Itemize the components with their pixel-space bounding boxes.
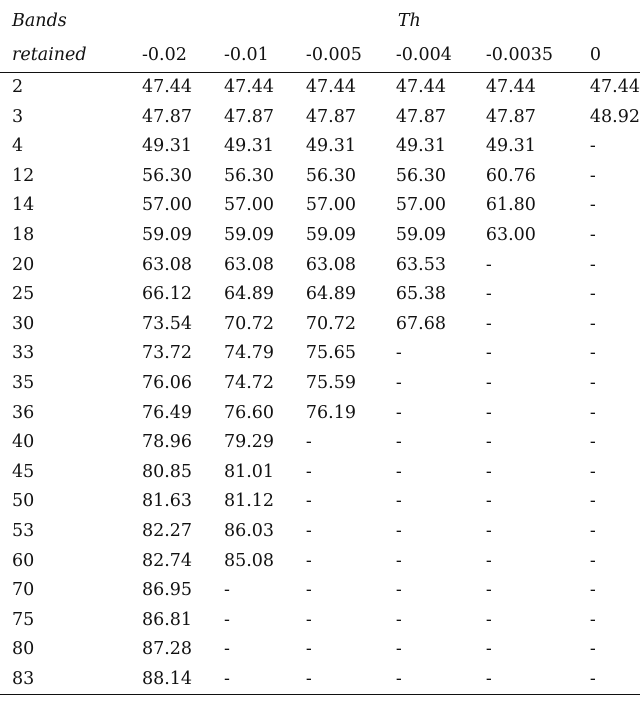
value-cell: - [305, 520, 312, 541]
band-count-cell: 18 [12, 224, 35, 245]
table-body [0, 73, 640, 695]
value-cell: 56.30 [223, 165, 275, 186]
column-header: -0.0035 [486, 38, 588, 73]
value-cell: 49.31 [485, 136, 536, 157]
value-cell: - [485, 432, 492, 453]
value-cell: 47.44 [395, 77, 446, 97]
value-cell: - [589, 520, 596, 541]
band-count-cell: 14 [12, 195, 35, 216]
value-cell: - [589, 639, 596, 660]
value-cell: 59.09 [141, 224, 193, 245]
value-cell: 47.87 [395, 106, 446, 127]
table-row [0, 251, 640, 281]
table-row [0, 369, 640, 399]
value-cell: - [223, 580, 230, 601]
value-cell: - [305, 639, 312, 660]
band-count-cell: 3 [12, 106, 24, 127]
value-cell: - [485, 284, 492, 305]
value-cell: 75.59 [305, 372, 357, 393]
value-cell: - [589, 580, 596, 601]
value-cell: - [395, 580, 402, 601]
value-cell: - [589, 461, 596, 482]
table-header-row-1 [0, 4, 640, 38]
value-cell: 65.38 [395, 284, 446, 305]
value-cell: 74.72 [223, 372, 275, 393]
value-cell: 47.44 [141, 77, 193, 97]
value-cell: - [395, 609, 402, 630]
value-cell: - [305, 580, 312, 601]
band-count-cell: 25 [12, 284, 35, 305]
value-cell: 63.08 [305, 254, 357, 275]
value-cell: 86.95 [141, 580, 193, 601]
value-cell: - [589, 432, 596, 453]
value-cell: - [395, 520, 402, 541]
value-cell: 47.44 [485, 77, 536, 97]
value-cell: 87.28 [141, 639, 193, 660]
band-count-cell: 33 [12, 343, 35, 364]
value-cell: - [395, 550, 402, 571]
value-cell: - [589, 550, 596, 571]
band-count-cell: 60 [12, 550, 35, 571]
value-cell: 63.08 [223, 254, 275, 275]
column-header: -0.01 [224, 38, 306, 73]
value-cell: - [589, 491, 596, 512]
value-cell: 73.54 [141, 313, 193, 334]
value-cell: - [395, 343, 402, 364]
value-cell: 47.87 [141, 106, 193, 127]
value-cell: - [485, 580, 492, 601]
value-cell: - [306, 665, 396, 695]
value-cell: 60.76 [485, 165, 536, 186]
value-cell: 74.79 [223, 343, 275, 364]
table-row [0, 339, 640, 369]
value-cell: - [395, 461, 402, 482]
value-cell: - [223, 639, 230, 660]
value-cell: - [305, 609, 312, 630]
value-cell: 76.49 [141, 402, 193, 423]
value-cell: - [395, 432, 402, 453]
value-cell: - [589, 195, 596, 216]
value-cell: 48.92 [589, 106, 640, 127]
value-cell: 76.06 [141, 372, 193, 393]
value-cell: 73.72 [141, 343, 193, 364]
table-row [0, 280, 640, 310]
band-count-cell: 83 [0, 665, 126, 695]
table-row [0, 221, 640, 251]
value-cell: 76.60 [223, 402, 275, 423]
value-cell: 88.14 [126, 665, 224, 695]
value-cell: 79.29 [223, 432, 275, 453]
value-cell: 85.08 [223, 550, 275, 571]
band-count-cell: 40 [12, 432, 35, 453]
value-cell: - [223, 609, 230, 630]
value-cell: - [589, 224, 596, 245]
value-cell: 75.65 [305, 343, 357, 364]
value-cell: 57.00 [395, 195, 446, 216]
value-cell: 81.12 [223, 491, 275, 512]
value-cell: 47.44 [223, 77, 275, 97]
value-cell: - [588, 665, 640, 695]
band-count-cell: 70 [12, 580, 35, 601]
value-cell: - [589, 165, 596, 186]
table-row [0, 428, 640, 458]
value-cell: 70.72 [223, 313, 275, 334]
band-count-cell: 30 [12, 313, 35, 334]
value-cell: 82.74 [141, 550, 193, 571]
value-cell: 63.00 [485, 224, 536, 245]
band-count-cell: 36 [12, 402, 35, 423]
value-cell: - [395, 491, 402, 512]
value-cell: - [485, 461, 492, 482]
table-row [0, 517, 640, 547]
value-cell: - [485, 520, 492, 541]
value-cell: 63.08 [141, 254, 193, 275]
value-cell: 61.80 [485, 195, 536, 216]
value-cell: - [395, 372, 402, 393]
table-row [0, 547, 640, 577]
results-table [0, 4, 640, 695]
value-cell: - [486, 665, 588, 695]
value-cell: 86.03 [223, 520, 275, 541]
value-cell: - [485, 609, 492, 630]
value-cell: - [305, 550, 312, 571]
value-cell: - [589, 402, 596, 423]
value-cell: 64.89 [223, 284, 275, 305]
value-cell: 57.00 [141, 195, 193, 216]
table-row [0, 399, 640, 429]
value-cell: - [485, 313, 492, 334]
value-cell: 63.53 [395, 254, 446, 275]
table-row [0, 665, 640, 695]
value-cell: - [485, 491, 492, 512]
value-cell: - [485, 402, 492, 423]
value-cell: - [305, 461, 312, 482]
band-count-cell: 80 [12, 639, 35, 660]
retained-header: retained [0, 38, 126, 73]
value-cell: 66.12 [141, 284, 193, 305]
value-cell: 56.30 [141, 165, 193, 186]
value-cell: - [589, 284, 596, 305]
value-cell: 49.31 [223, 136, 275, 157]
value-cell: 49.31 [305, 136, 357, 157]
value-cell: 64.89 [305, 284, 357, 305]
value-cell: - [305, 432, 312, 453]
column-header: -0.004 [396, 38, 486, 73]
table-row [0, 606, 640, 636]
band-count-cell: 53 [12, 520, 35, 541]
value-cell: - [485, 372, 492, 393]
value-cell: - [589, 136, 596, 157]
value-cell: - [395, 639, 402, 660]
value-cell: - [485, 343, 492, 364]
table-row [0, 103, 640, 133]
table-row [0, 73, 640, 103]
value-cell: 76.19 [305, 402, 357, 423]
table-row [0, 576, 640, 606]
value-cell: - [589, 609, 596, 630]
value-cell: - [589, 372, 596, 393]
value-cell: 82.27 [141, 520, 193, 541]
value-cell: 47.44 [589, 77, 640, 97]
value-cell: - [224, 665, 306, 695]
value-cell: 70.72 [305, 313, 357, 334]
value-cell: 47.44 [305, 77, 357, 97]
value-cell: 80.85 [141, 461, 193, 482]
value-cell: - [485, 639, 492, 660]
value-cell: - [395, 402, 402, 423]
table-row [0, 458, 640, 488]
value-cell: 86.81 [141, 609, 193, 630]
value-cell: 67.68 [395, 313, 446, 334]
band-count-cell: 45 [12, 461, 35, 482]
value-cell: 57.00 [305, 195, 357, 216]
band-count-cell: 75 [12, 609, 35, 630]
table-row [0, 162, 640, 192]
table-header-row-2 [0, 38, 640, 73]
value-cell: 81.01 [223, 461, 275, 482]
value-cell: 78.96 [141, 432, 193, 453]
table-row [0, 132, 640, 162]
th-header: Th [397, 11, 421, 31]
value-cell: - [589, 343, 596, 364]
value-cell: 56.30 [305, 165, 357, 186]
band-count-cell: 50 [12, 491, 35, 512]
value-cell: 47.87 [485, 106, 536, 127]
band-count-cell: 20 [12, 254, 35, 275]
value-cell: - [589, 313, 596, 334]
value-cell: 59.09 [223, 224, 275, 245]
value-cell: 56.30 [395, 165, 446, 186]
band-count-cell: 2 [12, 77, 24, 97]
band-count-cell: 12 [12, 165, 35, 186]
value-cell: - [485, 550, 492, 571]
column-header: -0.02 [126, 38, 224, 73]
table-row [0, 635, 640, 665]
table-row [0, 310, 640, 340]
value-cell: - [305, 491, 312, 512]
value-cell: 49.31 [141, 136, 193, 157]
column-header: -0.005 [306, 38, 396, 73]
value-cell: 47.87 [305, 106, 357, 127]
band-count-cell: 4 [12, 136, 24, 157]
value-cell: 81.63 [141, 491, 193, 512]
value-cell: - [485, 254, 492, 275]
value-cell: 49.31 [395, 136, 446, 157]
table-row [0, 191, 640, 221]
value-cell: 59.09 [395, 224, 446, 245]
column-header: 0 [588, 38, 640, 73]
value-cell: - [589, 254, 596, 275]
value-cell: - [396, 665, 486, 695]
band-count-cell: 35 [12, 372, 35, 393]
bands-header: Bands [12, 11, 67, 31]
table-row [0, 487, 640, 517]
value-cell: 59.09 [305, 224, 357, 245]
value-cell: 47.87 [223, 106, 275, 127]
value-cell: 57.00 [223, 195, 275, 216]
